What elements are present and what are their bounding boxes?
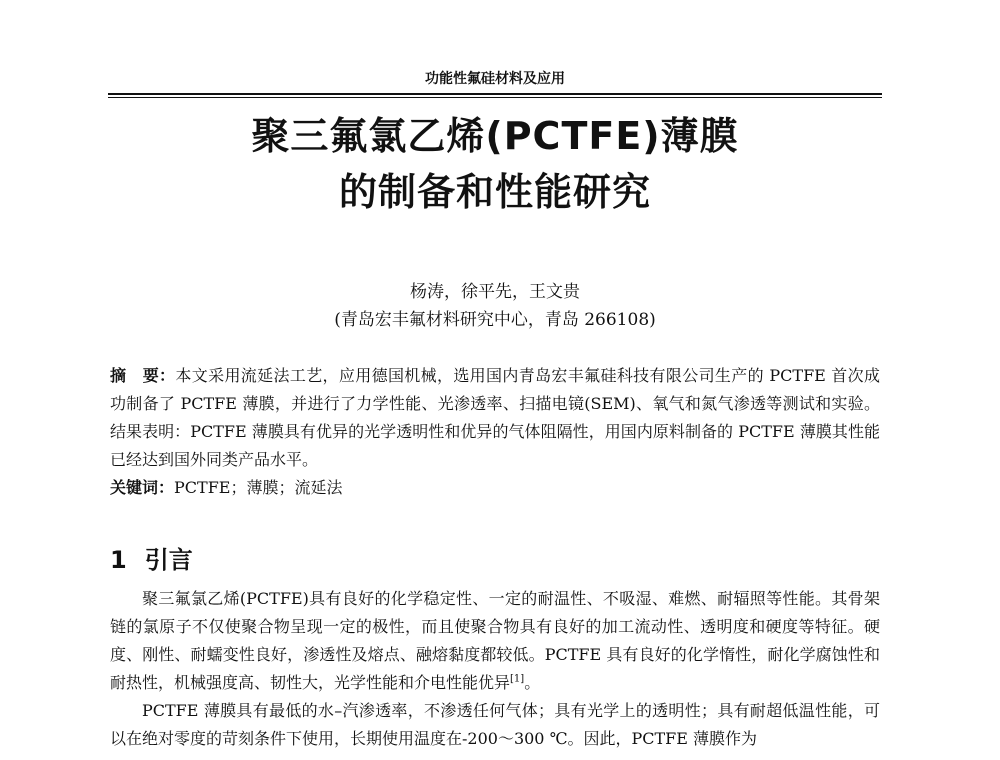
section-heading: [110, 540, 193, 575]
section-title: 引言: [144, 546, 193, 574]
abstract-label: 摘 要：: [110, 366, 176, 385]
title-line-2: 的制备和性能研究: [338, 170, 651, 214]
section-number: 1: [110, 546, 127, 574]
running-header: 功能性氟硅材料及应用: [425, 71, 565, 87]
keywords-text: PCTFE；薄膜；流延法: [174, 478, 343, 497]
paragraph-1-text: 聚三氟氯乙烯(PCTFE)具有良好的化学稳定性、一定的耐温性、不吸湿、难燃、耐辐照等性能。其骨架链的氯原子不仅使聚合物呈现一定的极性，而且使聚合物具有良好的加工流动性、透明度和硬度等特征。硬度、刚性、耐蠕变性良好，渗透性及熔点、融熔黏度都较低。PCTFE 具有良好的化学惰性，耐化学腐蚀性和耐热性，机械强度高、韧性大，光学性能和介电性能优异: [110, 589, 880, 692]
affiliation: (青岛宏丰氟材料研究中心，青岛 266108): [334, 310, 656, 330]
paragraph-2: PCTFE 薄膜具有最低的水–汽渗透率，不渗透任何气体；具有光学上的透明性；具有耐超低温性能，可以在绝对零度的苛刻条件下使用，长期使用温度在-200～300 ℃。因此，PCTFE 薄膜作为: [110, 701, 880, 748]
paper-title: [110, 108, 880, 220]
header-rule: [108, 93, 882, 98]
section-body: [110, 585, 880, 753]
abstract: [110, 362, 880, 474]
title-line-1: 聚三氟氯乙烯(PCTFE)薄膜: [251, 114, 739, 158]
authors: 杨涛，徐平先，王文贵: [410, 282, 580, 302]
paragraph-1-end: 。: [524, 673, 541, 692]
citation-ref: [1]: [510, 673, 525, 685]
abstract-text: 本文采用流延法工艺，应用德国机械，选用国内青岛宏丰氟硅科技有限公司生产的 PCTFE 首次成功制备了 PCTFE 薄膜，并进行了力学性能、光渗透率、扫描电镜(SEM)、氧气和氮气渗透等测试和实验。结果表明：PCTFE 薄膜具有优异的光学透明性和优异的气体阻隔性，用国内原料制备的 PCTFE 薄膜其性能已经达到国外同类产品水平。: [110, 366, 880, 469]
paragraph-1: [110, 585, 880, 697]
keywords: [110, 474, 880, 502]
keywords-label: 关键词：: [110, 478, 175, 497]
